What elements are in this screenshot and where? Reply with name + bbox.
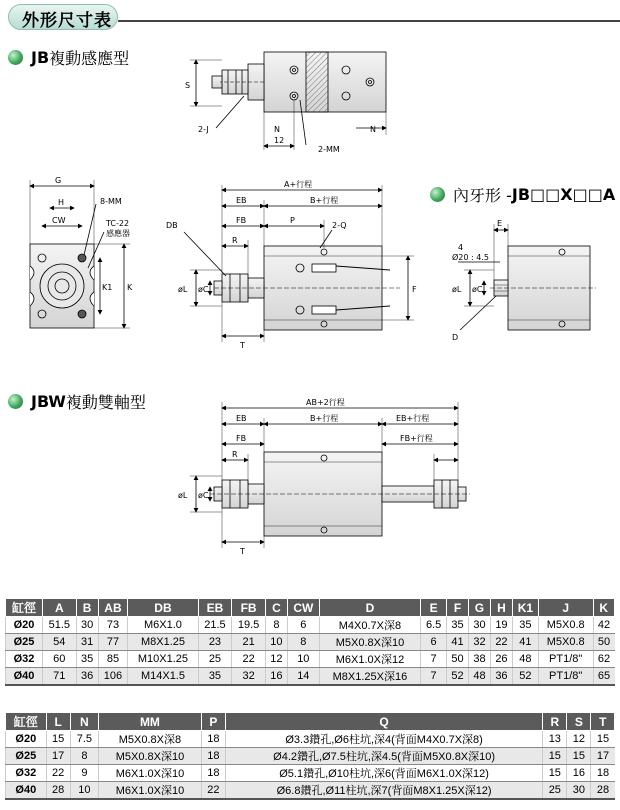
table-cell: 35 [76, 651, 98, 668]
table-cell: Ø3.3鑽孔,Ø6柱坑,深4(背面M4X0.7X深8) [225, 731, 542, 748]
table-cell: 48 [468, 668, 490, 686]
dim-label-b-stroke: B+行程 [310, 196, 339, 205]
bore-size-cell: Ø40 [6, 668, 43, 686]
table1-header: J [538, 599, 593, 617]
dim-label-oc3: øC [198, 491, 209, 500]
table-cell: 22 [490, 634, 512, 651]
dim-label-fb: FB [236, 216, 247, 225]
dim-label-ol3: øL [178, 491, 188, 500]
dim-label-t: T [240, 341, 245, 350]
table-cell: 7 [421, 651, 447, 668]
bore-size-cell: Ø25 [6, 634, 43, 651]
dim-label-2q: 2-Q [332, 221, 347, 230]
table-cell: 17 [46, 748, 70, 765]
dim-label-d: D [452, 333, 459, 342]
table1-header: H [490, 599, 512, 617]
table2-header: L [46, 713, 70, 731]
dim-label-8mm: 8-MM [100, 197, 122, 206]
dim-label-ol2: øL [452, 285, 462, 294]
table-cell: 16 [567, 765, 591, 782]
table2-header: 缸徑 [6, 713, 47, 731]
table-cell: 31 [76, 634, 98, 651]
table-cell: 41 [512, 634, 538, 651]
table-cell: 50 [593, 634, 614, 651]
table2-header: MM [99, 713, 202, 731]
table-cell: 22 [232, 651, 266, 668]
table-cell: 16 [265, 668, 287, 686]
table-row [6, 634, 615, 651]
table-cell: 21.5 [198, 617, 232, 634]
table2-body [6, 731, 615, 800]
table-cell: 15 [543, 748, 567, 765]
dim-label-2mm: 2-MM [318, 145, 340, 154]
dim-label-p: P [290, 216, 295, 225]
dim-label-eb-stroke: EB+行程 [396, 414, 430, 423]
table-cell: 32 [468, 634, 490, 651]
table-cell: 18 [591, 765, 615, 782]
dim-label-eb: EB [236, 196, 247, 205]
table-cell: M5X0.8X深10 [99, 748, 202, 765]
table-cell: 48 [512, 651, 538, 668]
table-row [6, 651, 615, 668]
section-inner-text: 內牙形 - [453, 186, 512, 205]
spec-table-2 [5, 712, 615, 800]
table-cell: Ø5.1鑽孔,Ø10柱坑,深6(背面M6X1.0X深12) [225, 765, 542, 782]
table-row [6, 765, 615, 782]
table1-header: 缸徑 [6, 599, 43, 617]
table-cell: 28 [591, 782, 615, 800]
table-row [6, 617, 615, 634]
table1-header: K1 [512, 599, 538, 617]
table-cell: 22 [46, 765, 70, 782]
table2-header: P [201, 713, 225, 731]
table-cell: 28 [46, 782, 70, 800]
table-cell: 19 [490, 617, 512, 634]
dim-label-k: K [127, 283, 133, 292]
bore-size-cell: Ø32 [6, 651, 43, 668]
table-cell: Ø4.2鑽孔,Ø7.5柱坑,深4.5(背面M5X0.8X深10) [225, 748, 542, 765]
table1-header: B [76, 599, 98, 617]
table-cell: 23 [198, 634, 232, 651]
table-cell: 12 [567, 731, 591, 748]
table-cell: 22 [201, 782, 225, 800]
table-row [6, 731, 615, 748]
table-cell: 15 [543, 765, 567, 782]
table-cell: M5X0.8X深8 [99, 731, 202, 748]
table-cell: 17 [591, 748, 615, 765]
dim-label-t2: T [240, 547, 245, 556]
table1-header: D [319, 599, 420, 617]
dim-label-oc: øC [198, 285, 209, 294]
table-cell: 73 [98, 617, 128, 634]
table-cell: 10 [70, 782, 98, 800]
table2-header: N [70, 713, 98, 731]
dim-label-f: F [412, 285, 417, 294]
table-cell: 77 [98, 634, 128, 651]
table-cell: 8 [70, 748, 98, 765]
table-cell: 52 [447, 668, 469, 686]
table1-header: CW [287, 599, 319, 617]
bore-size-cell: Ø20 [6, 617, 43, 634]
table-cell: 10 [265, 634, 287, 651]
dim-label-sensor: 感應器 [106, 229, 130, 238]
dim-label-n2: N [370, 125, 376, 134]
dim-label-oc2: øC [472, 285, 483, 294]
table-cell: 9 [70, 765, 98, 782]
dim-label-e: E [497, 219, 503, 228]
table-cell: 52 [512, 668, 538, 686]
section-jb-suffix: 複動感應型 [49, 49, 130, 68]
table-cell: 14 [287, 668, 319, 686]
table-cell: 12 [265, 651, 287, 668]
section-jb-prefix: JB [31, 48, 50, 67]
dim-label-fb2: FB [236, 434, 247, 443]
table-cell: M8X1.25X深16 [319, 668, 420, 686]
bore-size-cell: Ø32 [6, 765, 47, 782]
table-cell: 36 [76, 668, 98, 686]
table-cell: 6.5 [421, 617, 447, 634]
table1-header: C [265, 599, 287, 617]
dim-label-fb-stroke: FB+行程 [400, 434, 433, 443]
table-cell: PT1/8" [538, 668, 593, 686]
table-cell: M5X0.8 [538, 617, 593, 634]
dim-label-h: H [58, 198, 65, 207]
drawing-inner-thread [458, 224, 596, 330]
dim-label-eb2: EB [236, 414, 247, 423]
table-cell: M6X1.0X深10 [99, 765, 202, 782]
table-cell: 35 [198, 668, 232, 686]
dim-label-n: N [274, 125, 280, 134]
table-cell: 25 [543, 782, 567, 800]
table1-header: AB [98, 599, 128, 617]
dim-label-s: S [185, 81, 191, 90]
table-cell: 51.5 [42, 617, 76, 634]
dim-label-a-stroke: A+行程 [284, 180, 313, 189]
table-cell: 25 [198, 651, 232, 668]
table1-header: EB [198, 599, 232, 617]
section-inner-model: JB□□X□□A [511, 185, 616, 204]
drawing-side-view [184, 185, 414, 342]
table-cell: 13 [543, 731, 567, 748]
table1-header: A [42, 599, 76, 617]
section-jbw-suffix: 複動雙軸型 [65, 393, 146, 412]
table-cell: 42 [593, 617, 614, 634]
table-cell: 18 [201, 765, 225, 782]
dim-label-cw: CW [52, 216, 66, 225]
table-cell: 15 [591, 731, 615, 748]
table1-body [6, 617, 615, 686]
table-cell: 8 [265, 617, 287, 634]
table-cell: 32 [232, 668, 266, 686]
drawing-top-view [190, 52, 386, 150]
table-cell: 50 [447, 651, 469, 668]
table1-header: E [421, 599, 447, 617]
table-cell: 62 [593, 651, 614, 668]
bore-size-cell: Ø40 [6, 782, 47, 800]
table-cell: 30 [567, 782, 591, 800]
table-cell: M6X1.0X深10 [99, 782, 202, 800]
table-cell: 38 [468, 651, 490, 668]
table-cell: 15 [46, 731, 70, 748]
dim-label-ol: øL [178, 285, 188, 294]
table1-header: FB [232, 599, 266, 617]
table-cell: M14X1.5 [128, 668, 198, 686]
table-cell: 18 [201, 731, 225, 748]
table-cell: 71 [42, 668, 76, 686]
table-cell: M5X0.8X深10 [319, 634, 420, 651]
table-cell: 35 [447, 617, 469, 634]
table-cell: 7.5 [70, 731, 98, 748]
spec-table-1 [5, 598, 615, 686]
drawing-double-rod [190, 402, 470, 548]
dim-label-12: 12 [274, 136, 285, 145]
table1-header: F [447, 599, 469, 617]
table-cell: 54 [42, 634, 76, 651]
table-cell: M6X1.0X深12 [319, 651, 420, 668]
table-cell: 35 [512, 617, 538, 634]
table-cell: 6 [421, 634, 447, 651]
table-cell: M10X1.25 [128, 651, 198, 668]
dim-label-o20: Ø20 : 4.5 [452, 253, 489, 262]
table-cell: 6 [287, 617, 319, 634]
table-cell: 36 [490, 668, 512, 686]
table-cell: 41 [447, 634, 469, 651]
table1-header: G [468, 599, 490, 617]
dim-label-k1: K1 [102, 283, 113, 292]
table1-header: DB [128, 599, 198, 617]
table2-header: R [543, 713, 567, 731]
bore-size-cell: Ø25 [6, 748, 47, 765]
dim-label-g: G [55, 176, 62, 185]
table-cell: 8 [287, 634, 319, 651]
table-cell: 30 [76, 617, 98, 634]
table-cell: Ø6.8鑽孔,Ø11柱坑,深7(背面M8X1.25X深12) [225, 782, 542, 800]
table-cell: 21 [232, 634, 266, 651]
table-cell: M5X0.8 [538, 634, 593, 651]
table-cell: 26 [490, 651, 512, 668]
dim-label-ab-stroke: AB+2行程 [306, 398, 345, 407]
table1-header: K [593, 599, 614, 617]
table-cell: 85 [98, 651, 128, 668]
table2-header: Q [225, 713, 542, 731]
table-cell: M6X1.0 [128, 617, 198, 634]
table-row [6, 668, 615, 686]
table-cell: 7 [421, 668, 447, 686]
dim-label-r2: R [232, 450, 238, 459]
table-cell: 15 [567, 748, 591, 765]
table-cell: 19.5 [232, 617, 266, 634]
table-cell: 106 [98, 668, 128, 686]
table-cell: 60 [42, 651, 76, 668]
table-cell: M4X0.7X深8 [319, 617, 420, 634]
dim-label-b-stroke2: B+行程 [310, 414, 339, 423]
table-cell: 65 [593, 668, 614, 686]
table-cell: M8X1.25 [128, 634, 198, 651]
dim-label-db: DB [166, 221, 178, 230]
dim-label-tc22: TC-22 [106, 219, 130, 228]
table2-header: S [567, 713, 591, 731]
dim-label-4: 4 [458, 243, 464, 252]
section-jbw-prefix: JBW [31, 392, 66, 411]
table-row [6, 748, 615, 765]
table-cell: PT1/8" [538, 651, 593, 668]
dim-label-r: R [232, 236, 238, 245]
table-row [6, 782, 615, 800]
table-cell: 18 [201, 748, 225, 765]
table-cell: 10 [287, 651, 319, 668]
dim-label-2j: 2-J [198, 125, 209, 134]
table-cell: 30 [468, 617, 490, 634]
table2-header: T [591, 713, 615, 731]
bore-size-cell: Ø20 [6, 731, 47, 748]
page-title: 外形尺寸表 [22, 11, 112, 31]
